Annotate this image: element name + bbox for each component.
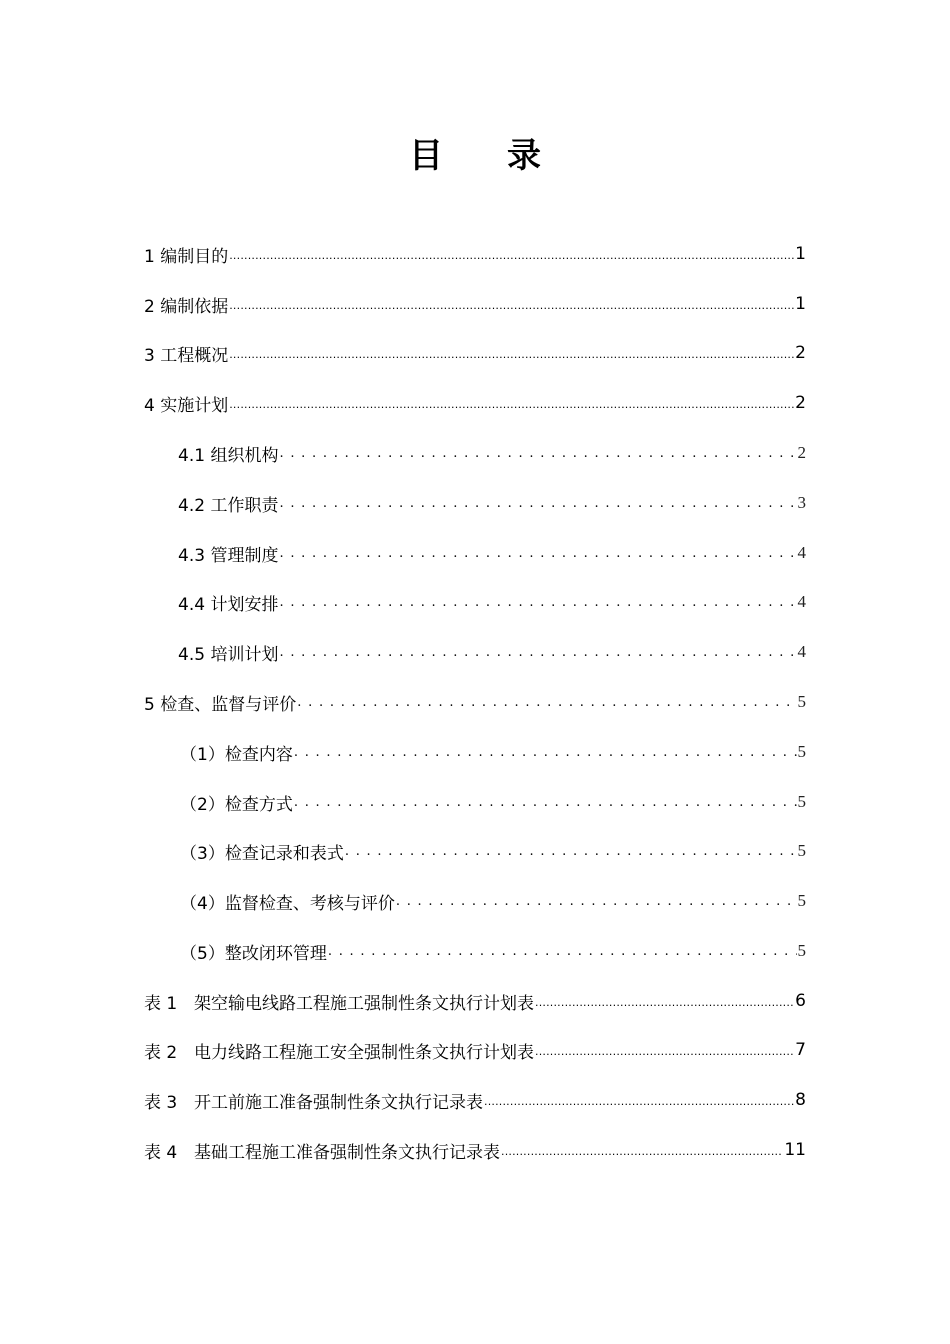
toc-entry[interactable] — [144, 634, 806, 670]
table-title: 架空输电线路工程施工强制性条文执行计划表 — [194, 993, 534, 1014]
dot-leader — [229, 236, 794, 272]
toc-entry[interactable] — [144, 286, 806, 322]
dot-leader — [396, 883, 797, 919]
table-number: 表 2 — [144, 1042, 178, 1063]
dot-leader — [229, 286, 794, 322]
toc-entry-label: 4.5 培训计划 — [178, 640, 279, 665]
dot-leader — [279, 535, 796, 571]
dot-leader — [501, 1132, 783, 1168]
toc-entry-page: 1 — [795, 294, 806, 314]
toc-entry-label — [144, 1038, 535, 1063]
page-title — [0, 128, 950, 177]
toc-entry-page: 2 — [795, 343, 806, 363]
table-title: 电力线路工程施工安全强制性条文执行计划表 — [194, 1042, 534, 1063]
dot-leader — [328, 933, 797, 969]
dot-leader — [345, 833, 797, 869]
title-char: 目 — [409, 136, 443, 176]
toc-entry-page: 5 — [797, 841, 806, 860]
toc-entry-label: （5）整改闭环管理 — [180, 939, 328, 964]
dot-leader — [279, 584, 796, 620]
toc-entry-page: 5 — [797, 891, 806, 910]
title-char: 录 — [507, 136, 541, 176]
toc-table-entry[interactable] — [144, 1082, 806, 1118]
toc-entry[interactable] — [144, 833, 806, 869]
table-number: 表 3 — [144, 1092, 178, 1113]
toc-entry-page: 5 — [797, 941, 806, 960]
toc-entry-label — [144, 1088, 484, 1113]
dot-leader — [535, 983, 794, 1019]
table-title: 开工前施工准备强制性条文执行记录表 — [194, 1092, 483, 1113]
table-number: 表 1 — [144, 993, 178, 1014]
toc-table-entry[interactable] — [144, 983, 806, 1019]
toc-entry-page: 2 — [795, 393, 806, 413]
dot-leader — [279, 435, 796, 471]
toc-entry-page: 11 — [784, 1140, 806, 1160]
toc-entry[interactable] — [144, 535, 806, 571]
toc-entry-label — [144, 989, 535, 1014]
toc-entry-label: 1 编制目的 — [144, 242, 229, 267]
dot-leader — [294, 784, 797, 820]
table-number: 表 4 — [144, 1142, 178, 1163]
toc-entry-label: 4.2 工作职责 — [178, 491, 279, 516]
toc-entry-label: 3 工程概况 — [144, 341, 229, 366]
dot-leader — [297, 684, 796, 720]
dot-leader — [279, 634, 796, 670]
toc-entry[interactable] — [144, 734, 806, 770]
toc-entry-page: 4 — [797, 592, 806, 611]
toc-entry[interactable] — [144, 933, 806, 969]
toc-entry[interactable] — [144, 485, 806, 521]
toc-entry-page: 5 — [797, 692, 806, 711]
toc-entry-page: 4 — [797, 642, 806, 661]
toc-entry-label: 5 检查、监督与评价 — [144, 690, 297, 715]
toc-entry-page: 7 — [795, 1040, 806, 1060]
toc-entry-page: 8 — [795, 1090, 806, 1110]
toc-entry-label — [144, 1138, 501, 1163]
toc-entry-label: （2）检查方式 — [180, 790, 294, 815]
toc-table-entry[interactable] — [144, 1032, 806, 1068]
toc-entry-label: 4.1 组织机构 — [178, 441, 279, 466]
toc-entry-page: 1 — [795, 244, 806, 264]
toc-entry-page: 6 — [795, 991, 806, 1011]
toc-entry[interactable] — [144, 684, 806, 720]
toc-entry[interactable] — [144, 784, 806, 820]
toc-entry[interactable] — [144, 385, 806, 421]
dot-leader — [279, 485, 796, 521]
toc-entry-label: （4）监督检查、考核与评价 — [180, 889, 396, 914]
toc-entry[interactable] — [144, 584, 806, 620]
toc-entry-label: 4.3 管理制度 — [178, 541, 279, 566]
toc-entry[interactable] — [144, 236, 806, 272]
toc-entry-label: （1）检查内容 — [180, 740, 294, 765]
toc-entry-label: 4 实施计划 — [144, 391, 229, 416]
toc-entry-page: 3 — [797, 493, 806, 512]
dot-leader — [294, 734, 797, 770]
toc-entry-page: 5 — [797, 742, 806, 761]
toc-entry-page: 4 — [797, 543, 806, 562]
toc-entry-label: 2 编制依据 — [144, 292, 229, 317]
toc-entry[interactable] — [144, 435, 806, 471]
dot-leader — [535, 1032, 794, 1068]
dot-leader — [484, 1082, 794, 1118]
toc-entry-label: 4.4 计划安排 — [178, 590, 279, 615]
toc-entry[interactable] — [144, 335, 806, 371]
toc-entry-page: 2 — [797, 443, 806, 462]
toc-entry-label: （3）检查记录和表式 — [180, 839, 345, 864]
toc-entry[interactable] — [144, 883, 806, 919]
toc-table-entry[interactable] — [144, 1132, 806, 1168]
dot-leader — [229, 385, 794, 421]
toc-entry-page: 5 — [797, 792, 806, 811]
dot-leader — [229, 335, 794, 371]
table-title: 基础工程施工准备强制性条文执行记录表 — [194, 1142, 500, 1163]
